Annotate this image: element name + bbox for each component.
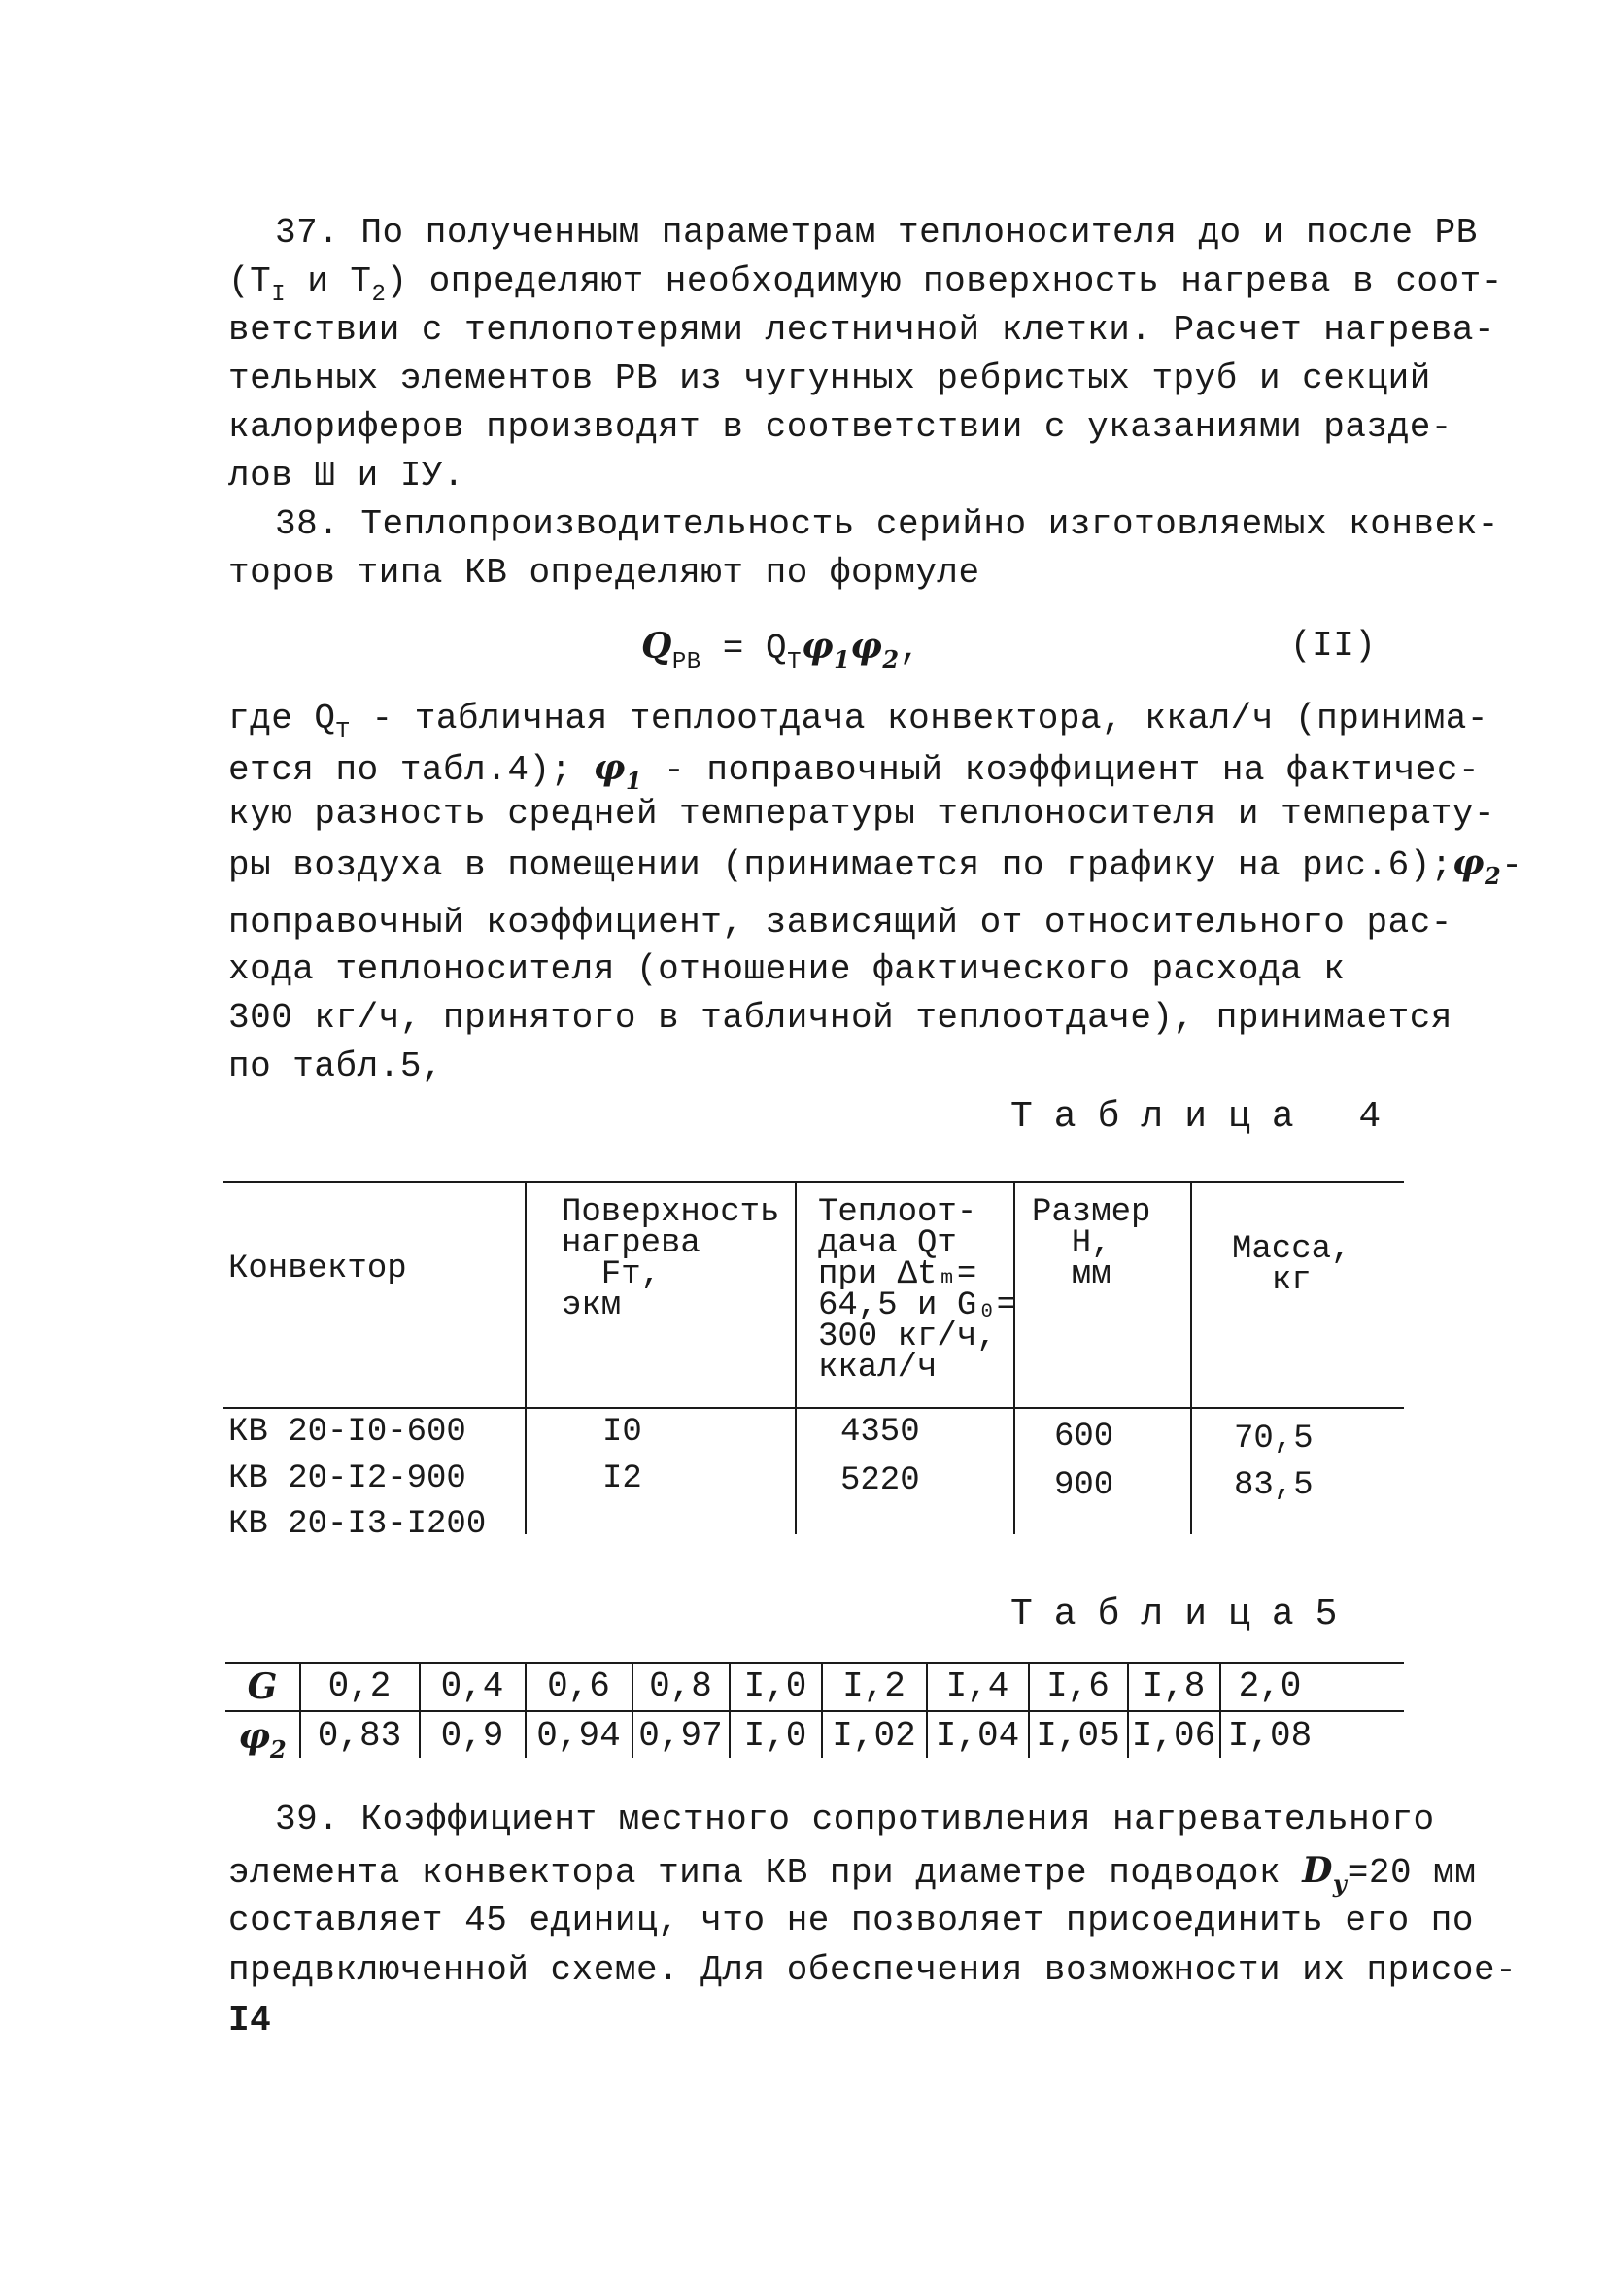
table4-header-size: Размер H, мм bbox=[1032, 1194, 1151, 1293]
p39-line-3: составляет 45 единиц, что не позволяет присоединить его по bbox=[228, 1901, 1475, 1940]
table5-g-value: I,6 bbox=[1046, 1666, 1110, 1706]
table5-row-label-g: G bbox=[247, 1666, 278, 1707]
table4-divider bbox=[1190, 1182, 1192, 1534]
p38-line-2: торов типа КВ определяют по формуле bbox=[228, 553, 980, 593]
table5-caption: Таблица5 bbox=[1010, 1593, 1359, 1635]
table5-g-value: I,0 bbox=[743, 1666, 807, 1706]
p37-line-6: лов Ш и IУ. bbox=[228, 456, 465, 496]
p38-line-1: 38. Теплопроизводительность серийно изготовляемых конвек- bbox=[275, 504, 1499, 544]
p37-line-2: ($T_I$ и $T_2$) определяют необходимую поверхность нагрева в соот- bbox=[228, 261, 1503, 308]
table4-row-1-heat: 4350 bbox=[840, 1414, 920, 1451]
table4-divider bbox=[525, 1182, 527, 1534]
table4-row-2-mass: 83,5 bbox=[1234, 1467, 1314, 1504]
table5-g-value: 0,4 bbox=[440, 1666, 504, 1706]
table4-row-2-surface: I2 bbox=[602, 1460, 642, 1497]
explanation-line-6: хода теплоносителя (отношение фактического расхода к bbox=[228, 949, 1346, 989]
table5-row-label-phi2: $\varphi_2$ bbox=[238, 1716, 287, 1764]
table5-phi-value: 0,94 bbox=[536, 1716, 621, 1756]
table4-header-convector: Конвектор bbox=[228, 1251, 407, 1287]
table4-caption: Таблица 4 bbox=[1010, 1096, 1403, 1138]
p39-line-2: элемента конвектора типа КВ при диаметре подводок $D_у=20$ мм bbox=[228, 1850, 1477, 1898]
table5-phi-value: 0,83 bbox=[317, 1716, 402, 1756]
table5-phi-value: I,08 bbox=[1227, 1716, 1313, 1756]
table5-phi-value: I,04 bbox=[935, 1716, 1020, 1756]
table4-row-1-mass: 70,5 bbox=[1234, 1421, 1314, 1457]
table5-g-value: 0,8 bbox=[649, 1666, 712, 1706]
table5-phi-value: 0,97 bbox=[638, 1716, 723, 1756]
table4-row-3-name: КВ 20-I3-I200 bbox=[228, 1506, 487, 1543]
table4-top-rule bbox=[223, 1181, 1404, 1183]
table5-top-rule bbox=[225, 1662, 1404, 1664]
table5-phi-value: I,02 bbox=[832, 1716, 916, 1756]
p37-line-3: ветствии с теплопотерями лестничной клетки. Расчет нагрева- bbox=[228, 310, 1496, 350]
table4-header-mass: Масса, кг bbox=[1232, 1231, 1351, 1299]
table5-g-value: I,2 bbox=[842, 1666, 906, 1706]
explanation-line-2: ется по табл.4); $\varphi_1$ - поправочный коэффициент на фактичес- bbox=[228, 747, 1481, 795]
table4-row-1-name: КВ 20-I0-600 bbox=[228, 1414, 466, 1451]
p37-line-1: 37. По полученным параметрам теплоносителя до и после РВ bbox=[275, 213, 1478, 253]
explanation-line-7: 300 кг/ч, принятого в табличной теплоотдаче), принимается bbox=[228, 998, 1452, 1038]
table4-header-heat: Теплоот- дача Qт при Δtₘ= 64,5 и G₀= 300 кг/ч, ккал/ч bbox=[818, 1194, 1017, 1387]
p39-line-1: 39. Коэффициент местного сопротивления нагревательного bbox=[275, 1799, 1435, 1839]
table4-header-rule bbox=[223, 1407, 1404, 1409]
table5-g-value: I,4 bbox=[945, 1666, 1009, 1706]
table5-phi-value: 0,9 bbox=[440, 1716, 504, 1756]
table4-row-1-surface: I0 bbox=[602, 1414, 642, 1451]
table5-phi-value: I,05 bbox=[1036, 1716, 1120, 1756]
table5-g-value: 0,2 bbox=[327, 1666, 392, 1706]
explanation-line-8: по табл.5, bbox=[228, 1046, 444, 1086]
table5-middle-rule bbox=[225, 1710, 1404, 1712]
table5-phi-value: I,06 bbox=[1131, 1716, 1216, 1756]
explanation-line-5: поправочный коэффициент, зависящий от относительного рас- bbox=[228, 903, 1452, 942]
table4-row-2-name: КВ 20-I2-900 bbox=[228, 1460, 466, 1497]
formula-11: $Q_{РВ} = Q_T\varphi_1\varphi_2$, bbox=[641, 626, 921, 675]
table4-row-2-heat: 5220 bbox=[840, 1462, 920, 1499]
explanation-line-1: где $Q_T$ - табличная теплоотдача конвектора, ккал/ч (принима- bbox=[228, 699, 1488, 745]
table5-g-value: I,8 bbox=[1142, 1666, 1206, 1706]
table5-g-value: 2,0 bbox=[1238, 1666, 1302, 1706]
p39-line-4: предвключенной схеме. Для обеспечения возможности их присое- bbox=[228, 1950, 1518, 1990]
formula-number: (II) bbox=[1290, 626, 1377, 666]
table4-header-surface: Поверхность нагрева Fт, экм bbox=[562, 1194, 780, 1324]
table4-row-1-size: 600 bbox=[1054, 1419, 1114, 1456]
table5-phi-value: I,0 bbox=[743, 1716, 807, 1756]
table4-divider bbox=[795, 1182, 797, 1534]
p37-line-4: тельных элементов РВ из чугунных ребристых труб и секций bbox=[228, 359, 1431, 398]
explanation-line-4: ры воздуха в помещении (принимается по графику на $рис.6);\varphi_2-$ bbox=[228, 842, 1523, 890]
table4-row-2-size: 900 bbox=[1054, 1467, 1114, 1504]
page-number: I4 bbox=[228, 2001, 272, 2040]
explanation-line-3: кую разность средней температуры теплоносителя и температу- bbox=[228, 794, 1496, 834]
table5-g-value: 0,6 bbox=[547, 1666, 610, 1706]
p37-line-5: калориферов производят в соответствии с указаниями разде- bbox=[228, 407, 1452, 447]
